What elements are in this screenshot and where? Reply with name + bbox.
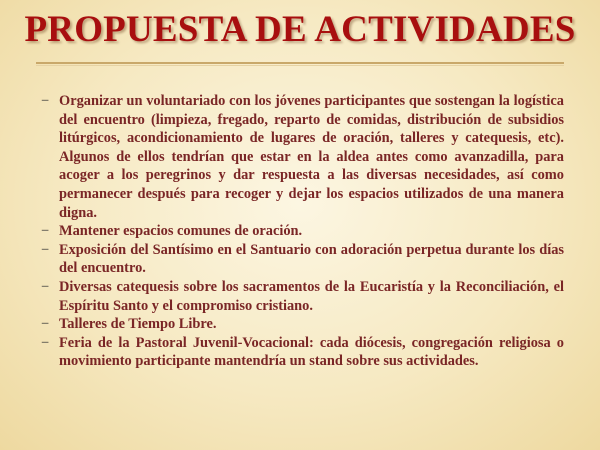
list-item-text: Exposición del Santísimo en el Santuario con adoración perpetua durante los días del encuentro. [59, 241, 564, 277]
list-item [36, 278, 564, 315]
list-item-text: Diversas catequesis sobre los sacramentos de la Eucaristía y la Reconciliación, el Espíritu Santo y el compromiso cristiano. [59, 278, 564, 314]
dash-bullet-icon: − [41, 241, 50, 258]
list-item-text: Organizar un voluntariado con los jóvenes participantes que sostengan la logística del encuentro (limpieza, fregado, reparto de comidas, distribución de subsidios litúrgicos, acondicionamiento de lugares de oración, talleres y catequesis, etc). Algunos de ellos tendrían que estar en la aldea antes como avanzadilla, para acoger a los peregrinos y dar respuesta a las diversas necesidades, así como permanecer después para recoger y dejar los espacios utilizados de una manera digna. [59, 93, 564, 221]
list-item-text: Mantener espacios comunes de oración. [59, 223, 303, 240]
list-item [36, 92, 564, 222]
dash-bullet-icon: − [41, 334, 50, 351]
list-item [36, 222, 564, 241]
dash-bullet-icon: − [41, 93, 50, 109]
divider-line-secondary [36, 65, 564, 66]
list-item [36, 334, 564, 371]
dash-bullet-icon: − [41, 278, 50, 295]
list-item-text: Talleres de Tiempo Libre. [59, 316, 217, 333]
title-divider [36, 62, 564, 66]
slide-title: PROPUESTA DE ACTIVIDADES [24, 9, 576, 50]
list-item-text: Feria de la Pastoral Juvenil-Vocacional: cada diócesis, congregación religiosa o movimiento participante mantendría un stand sobre sus actividades. [59, 334, 564, 370]
dash-bullet-icon: − [41, 223, 50, 240]
activity-list [36, 92, 564, 371]
divider-line-primary [36, 62, 564, 64]
list-item [36, 315, 564, 334]
list-item [36, 241, 564, 278]
dash-bullet-icon: − [41, 316, 50, 333]
